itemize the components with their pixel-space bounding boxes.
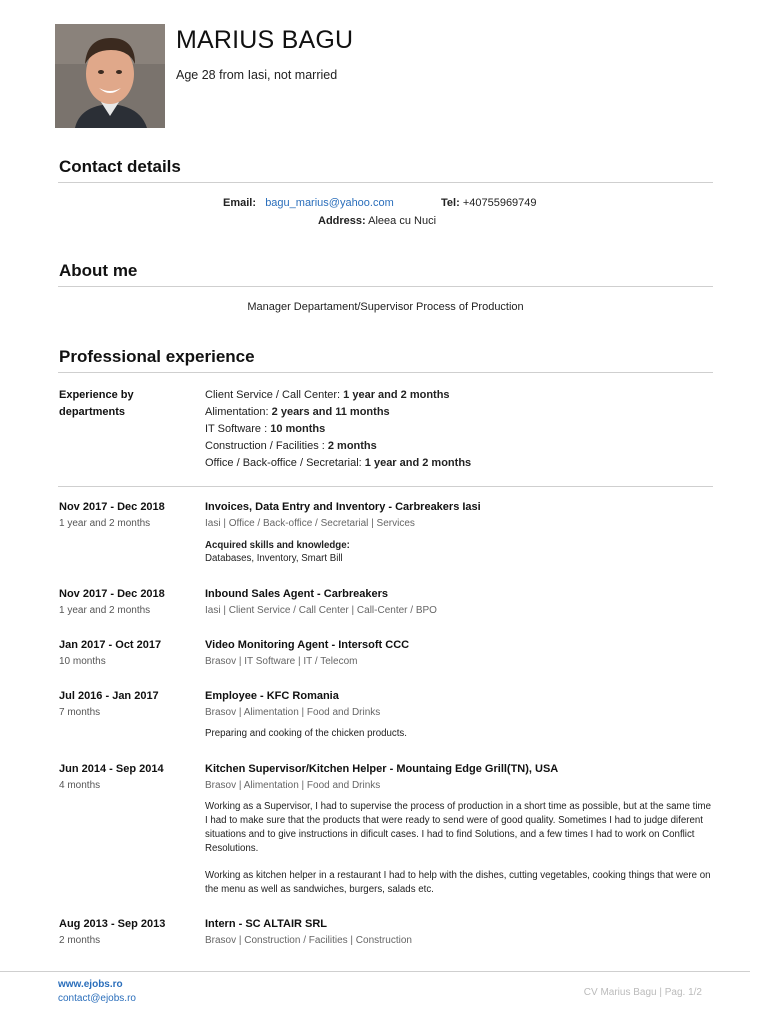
job-date-range: Jul 2016 - Jan 2017 bbox=[59, 690, 159, 702]
job-date-range: Aug 2013 - Sep 2013 bbox=[59, 918, 166, 930]
job-duration: 4 months bbox=[59, 780, 101, 791]
experience-divider bbox=[58, 372, 713, 373]
email-label: Email: bbox=[223, 197, 257, 209]
skills-value: Databases, Inventory, Smart Bill bbox=[205, 553, 343, 564]
job-duration: 7 months bbox=[59, 707, 101, 718]
profile-photo bbox=[55, 24, 165, 128]
job-entry bbox=[205, 690, 715, 741]
job-meta: Brasov | Construction / Facilities | Construction bbox=[205, 935, 412, 946]
dept-label-line-1: Experience by bbox=[59, 389, 134, 401]
job-entry bbox=[205, 588, 715, 616]
address-row bbox=[318, 215, 436, 227]
department-item: IT Software : 10 months bbox=[205, 423, 326, 435]
job-dates bbox=[59, 588, 165, 616]
footer-page-info: CV Marius Bagu | Pag. 1/2 bbox=[583, 987, 702, 998]
tel-row bbox=[441, 197, 537, 209]
department-item: Client Service / Call Center: 1 year and 2 months bbox=[205, 389, 450, 401]
job-date-range: Jan 2017 - Oct 2017 bbox=[59, 639, 162, 651]
job-entry bbox=[205, 763, 715, 897]
job-date-range: Jun 2014 - Sep 2014 bbox=[59, 763, 164, 775]
job-skills bbox=[205, 539, 715, 565]
dept-label-line-2: departments bbox=[59, 406, 126, 418]
job-dates bbox=[59, 763, 164, 791]
job-dates bbox=[59, 918, 165, 946]
about-divider bbox=[58, 286, 713, 287]
job-entry bbox=[205, 639, 715, 667]
department-list bbox=[205, 387, 715, 472]
department-item: Office / Back-office / Secretarial: 1 year and 2 months bbox=[205, 457, 472, 469]
department-item: Alimentation: 2 years and 11 months bbox=[205, 406, 390, 418]
job-duration: 1 year and 2 months bbox=[59, 605, 151, 616]
about-section-title: About me bbox=[59, 261, 138, 280]
job-title: Inbound Sales Agent - Carbreakers bbox=[205, 588, 388, 600]
job-date-range: Nov 2017 - Dec 2018 bbox=[59, 588, 165, 600]
job-duration: 1 year and 2 months bbox=[59, 518, 151, 529]
job-meta: Brasov | Alimentation | Food and Drinks bbox=[205, 780, 381, 791]
footer-divider bbox=[0, 971, 750, 972]
job-title: Intern - SC ALTAIR SRL bbox=[205, 918, 328, 930]
footer-email-link[interactable]: contact@ejobs.ro bbox=[58, 993, 136, 1004]
job-description: Working as kitchen helper in a restaurant I had to help with the dishes, cutting vegetables, cooking things that were on the menu as well as sandwiches, burgers, salads etc. bbox=[205, 870, 711, 895]
candidate-subtitle: Age 28 from Iasi, not married bbox=[176, 68, 338, 82]
job-title: Kitchen Supervisor/Kitchen Helper - Mountaing Edge Grill(TN), USA bbox=[205, 763, 559, 775]
job-duration: 2 months bbox=[59, 935, 101, 946]
skills-label: Acquired skills and knowledge: bbox=[205, 540, 350, 551]
experience-section-title: Professional experience bbox=[59, 347, 255, 366]
job-title: Employee - KFC Romania bbox=[205, 690, 339, 702]
job-dates bbox=[59, 501, 165, 529]
address-value: Aleea cu Nuci bbox=[368, 215, 437, 227]
job-duration: 10 months bbox=[59, 656, 106, 667]
job-entry bbox=[205, 918, 715, 946]
contact-divider bbox=[58, 182, 713, 183]
contact-section-title: Contact details bbox=[59, 157, 181, 176]
tel-label: Tel: bbox=[441, 197, 460, 209]
address-label: Address: bbox=[318, 215, 366, 227]
job-date-range: Nov 2017 - Dec 2018 bbox=[59, 501, 165, 513]
experience-by-dept-label bbox=[59, 387, 134, 421]
dept-divider bbox=[58, 486, 713, 487]
job-meta: Brasov | Alimentation | Food and Drinks bbox=[205, 707, 381, 718]
department-item: Construction / Facilities : 2 months bbox=[205, 440, 377, 452]
about-text: Manager Departament/Supervisor Process of Production bbox=[247, 301, 524, 313]
job-description: Preparing and cooking of the chicken products. bbox=[205, 728, 407, 739]
job-description: Working as a Supervisor, I had to supervise the process of production in a short time as possible, but at the same time I had to make sure that the products that were ready to send were of good quality. Sometimes I had to judge diferent situations and to give instructions in dificult cases. I had to find Solutions, and a few times I had to work on Conflict Resolutions. bbox=[205, 801, 711, 854]
job-meta: Iasi | Office / Back-office / Secretarial | Services bbox=[205, 518, 415, 529]
email-link[interactable]: bagu_marius@yahoo.com bbox=[265, 197, 394, 209]
job-dates bbox=[59, 639, 161, 667]
email-row bbox=[223, 197, 394, 209]
job-dates bbox=[59, 690, 159, 718]
job-entry bbox=[205, 501, 715, 565]
job-title: Video Monitoring Agent - Intersoft CCC bbox=[205, 639, 410, 651]
candidate-name: MARIUS BAGU bbox=[176, 26, 354, 54]
tel-value: +40755969749 bbox=[462, 197, 537, 209]
job-title: Invoices, Data Entry and Inventory - Carbreakers Iasi bbox=[205, 501, 481, 513]
job-meta: Iasi | Client Service / Call Center | Call-Center / BPO bbox=[205, 605, 437, 616]
job-meta: Brasov | IT Software | IT / Telecom bbox=[205, 656, 358, 667]
footer-site-link[interactable]: www.ejobs.ro bbox=[58, 979, 123, 990]
